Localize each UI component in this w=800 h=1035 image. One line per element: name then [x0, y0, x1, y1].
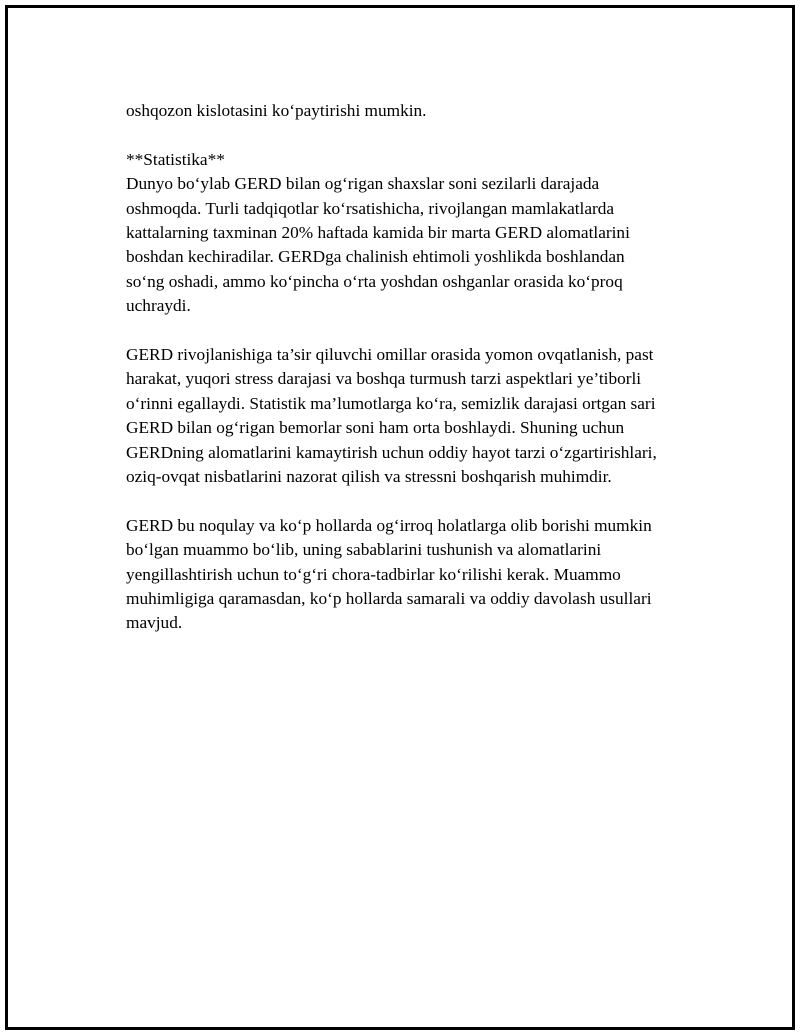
text-line: oshmoqda. Turli tadqiqotlar ko‘rsatishicha, rivojlangan mamlakatlarda	[126, 198, 615, 218]
text-line: harakat, yuqori stress darajasi va boshqa turmush tarzi aspektlari ye’tiborli	[126, 369, 642, 389]
paragraph-risk-factors	[126, 343, 726, 489]
paragraph-gap	[126, 319, 726, 343]
text-line: GERD rivojlanishiga ta’sir qiluvchi omillar orasida yomon ovqatlanish, past	[126, 345, 654, 365]
document-body	[126, 99, 726, 636]
text-line: GERD bilan og‘rigan bemorlar soni ham orta boshlaydi. Shuning uchun	[126, 418, 625, 438]
text-line: GERDning alomatlarini kamaytirish uchun oddiy hayot tarzi o‘zgartirishlari,	[126, 442, 657, 462]
text-line: bo‘lgan muammo bo‘lib, uning sabablarini tushunish va alomatlarini	[126, 540, 602, 560]
text-line: uchraydi.	[126, 296, 191, 316]
section-heading	[126, 148, 726, 172]
text-line: oshqozon kislotasini ko‘paytirishi mumkin.	[126, 101, 427, 120]
paragraph-conclusion	[126, 514, 726, 636]
heading-text: **Statistika**	[126, 149, 225, 169]
paragraph-gap	[126, 489, 726, 513]
paragraph-gap	[126, 123, 726, 147]
text-line: oziq-ovqat nisbatlarini nazorat qilish va stressni boshqarish muhimdir.	[126, 467, 612, 487]
paragraph-intro	[126, 99, 726, 123]
page-frame	[5, 5, 795, 1030]
text-line: Dunyo bo‘ylab GERD bilan og‘rigan shaxslar soni sezilarli darajada	[126, 174, 600, 194]
paragraph-statistics	[126, 172, 726, 318]
text-line: kattalarning taxminan 20% haftada kamida bir marta GERD alomatlarini	[126, 223, 630, 243]
text-line: so‘ng oshadi, ammo ko‘pincha o‘rta yoshdan oshganlar orasida ko‘proq	[126, 271, 623, 291]
text-line: GERD bu noqulay va ko‘p hollarda og‘irroq holatlarga olib borishi mumkin	[126, 515, 652, 535]
text-line: mavjud.	[126, 613, 183, 633]
text-line: yengillashtirish uchun to‘g‘ri chora-tadbirlar ko‘rilishi kerak. Muammo	[126, 564, 621, 584]
text-line: boshdan kechiradilar. GERDga chalinish ehtimoli yoshlikda boshlandan	[126, 247, 625, 267]
text-line: o‘rinni egallaydi. Statistik ma’lumotlarga ko‘ra, semizlik darajasi ortgan sari	[126, 393, 656, 413]
text-line: muhimligiga qaramasdan, ko‘p hollarda samarali va oddiy davolash usullari	[126, 589, 652, 609]
